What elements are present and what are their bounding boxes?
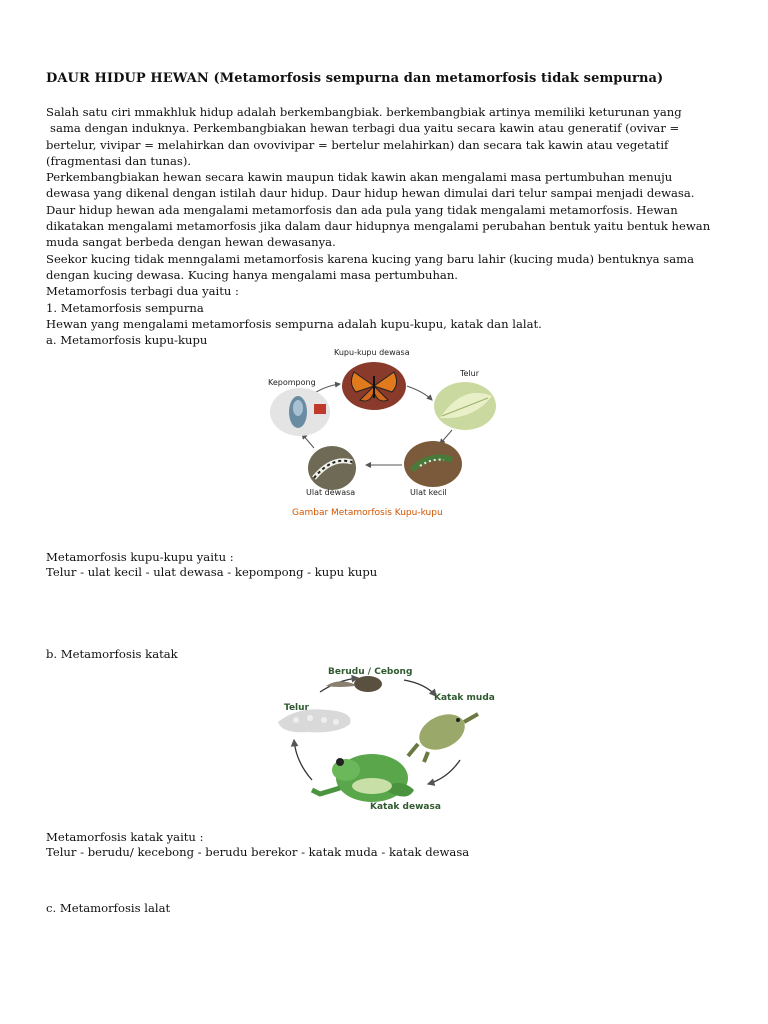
label-frog-egg: Telur	[284, 703, 309, 713]
frog-cycle-figure	[268, 662, 504, 818]
butterfly-egg-icon	[434, 382, 496, 430]
label-young-frog: Katak muda	[434, 693, 495, 703]
text-line: bertelur, vivipar = melahirkan dan ovovivipar = bertelur melahirkan) dan secara tak kawin atau vegetatif	[46, 137, 669, 152]
text-line: Daur hidup hewan ada mengalami metamorfosis dan ada pula yang tidak mengalami metamorfosis. Hewan	[46, 202, 678, 217]
text-line: dikatakan mengalami metamorfosis jika dalam daur hidupnya mengalami perubahan bentuk yaitu bentuk hewan	[46, 219, 711, 234]
cycle-arrow	[302, 434, 314, 448]
label-big-larva: Ulat dewasa	[306, 488, 356, 497]
label-tadpole: Berudu / Cebong	[328, 667, 413, 677]
text-line: sama dengan induknya. Perkembangbiakan hewan terbagi dua yaitu secara kawin atau generatif (ovivar =	[50, 121, 680, 136]
cycle-arrow	[440, 430, 452, 444]
butterfly-adult-icon	[342, 362, 406, 410]
label-adult-butterfly: Kupu-kupu dewasa	[334, 348, 410, 357]
butterfly-cycle-figure	[262, 344, 512, 524]
cycle-arrow	[428, 760, 460, 784]
text-line: 1. Metamorfosis sempurna	[46, 300, 204, 315]
cycle-arrow	[404, 680, 436, 696]
text-line: muda sangat berbeda dengan hewan dewasanya.	[46, 235, 336, 250]
young-frog-icon	[408, 707, 478, 762]
frog-heading: b. Metamorfosis katak	[46, 647, 178, 661]
text-line: Salah satu ciri mmakhluk hidup adalah berkembangbiak. berkembangbiak artinya memiliki keturunan yang	[46, 105, 682, 119]
small-caterpillar-icon	[404, 441, 462, 487]
document-title: DAUR HIDUP HEWAN (Metamorfosis sempurna dan metamorfosis tidak sempurna)	[46, 71, 664, 86]
text-line: a. Metamorfosis kupu-kupu	[46, 333, 208, 348]
fly-heading: c. Metamorfosis lalat	[46, 901, 171, 915]
pupa-icon	[270, 388, 330, 436]
text-line: dengan kucing dewasa. Kucing hanya mengalami masa pertumbuhan.	[46, 267, 458, 282]
intro-paragraphs	[46, 104, 746, 348]
big-caterpillar-icon	[308, 446, 356, 490]
label-small-larva: Ulat kecil	[410, 488, 447, 497]
butterfly-desc-sequence: Telur - ulat kecil - ulat dewasa - kepompong - kupu kupu	[46, 565, 378, 579]
label-adult-frog: Katak dewasa	[370, 802, 441, 812]
label-egg: Telur	[460, 369, 480, 378]
text-line: dewasa yang dikenal dengan istilah daur hidup. Daur hidup hewan dimulai dari telur sampai menjadi dewasa.	[46, 186, 695, 201]
text-line: Perkembangbiakan hewan secara kawin maupun tidak kawin akan mengalami masa pertumbuhan menuju	[46, 170, 673, 185]
figure-caption: Gambar Metamorfosis Kupu-kupu	[292, 508, 443, 518]
frog-desc-heading: Metamorfosis katak yaitu :	[46, 830, 204, 844]
frog-desc-sequence: Telur - berudu/ kecebong - berudu berekor - katak muda - katak dewasa	[46, 845, 470, 859]
adult-frog-icon	[312, 754, 414, 802]
text-line: Metamorfosis terbagi dua yaitu :	[46, 284, 239, 299]
cycle-arrow	[407, 386, 432, 400]
text-line: Hewan yang mengalami metamorfosis sempurna adalah kupu-kupu, katak dan lalat.	[46, 316, 542, 331]
text-line: (fragmentasi dan tunas).	[46, 153, 192, 168]
cycle-arrow	[294, 740, 312, 780]
label-pupa: Kepompong	[268, 378, 316, 387]
text-line: Seekor kucing tidak menngalami metamorfosis karena kucing yang baru lahir (kucing muda) bentuknya sama	[46, 251, 695, 266]
butterfly-desc-heading: Metamorfosis kupu-kupu yaitu :	[46, 550, 234, 564]
